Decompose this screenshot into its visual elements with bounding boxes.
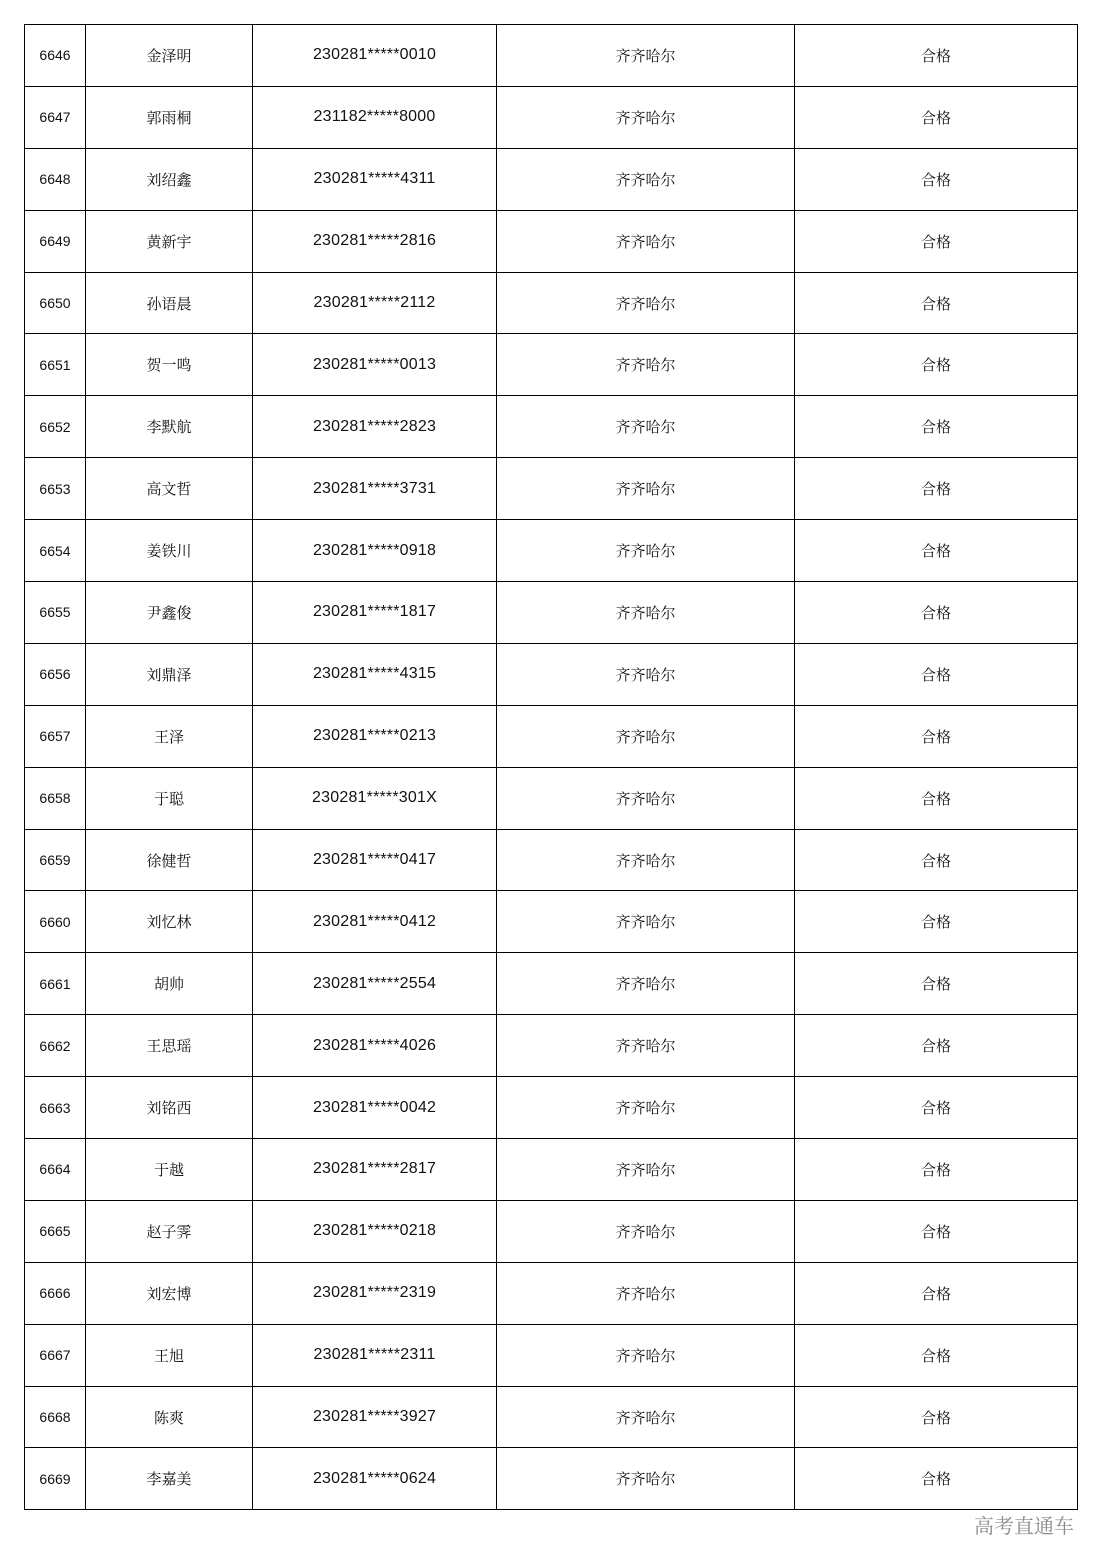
table-row: [25, 334, 1078, 396]
city: 齐齐哈尔: [497, 1015, 795, 1077]
candidate-name: 金泽明: [86, 25, 253, 87]
city: 齐齐哈尔: [497, 953, 795, 1015]
city: 齐齐哈尔: [497, 829, 795, 891]
candidate-name: 刘宏博: [86, 1262, 253, 1324]
result-status: 合格: [795, 334, 1078, 396]
city: 齐齐哈尔: [497, 705, 795, 767]
table-row: [25, 458, 1078, 520]
result-status: 合格: [795, 582, 1078, 644]
table-row: [25, 953, 1078, 1015]
table-row: [25, 1139, 1078, 1201]
candidate-name: 尹鑫俊: [86, 582, 253, 644]
id-number: 230281*****0013: [253, 334, 497, 396]
id-number: 230281*****0417: [253, 829, 497, 891]
result-status: 合格: [795, 643, 1078, 705]
row-number: 6655: [25, 582, 86, 644]
row-number: 6654: [25, 520, 86, 582]
table-row: [25, 1200, 1078, 1262]
table-row: [25, 1015, 1078, 1077]
row-number: 6659: [25, 829, 86, 891]
result-status: 合格: [795, 86, 1078, 148]
row-number: 6663: [25, 1077, 86, 1139]
watermark: 高考直通车: [974, 1514, 1074, 1538]
row-number: 6661: [25, 953, 86, 1015]
id-number: 230281*****2816: [253, 210, 497, 272]
row-number: 6666: [25, 1262, 86, 1324]
result-status: 合格: [795, 1324, 1078, 1386]
result-status: 合格: [795, 1077, 1078, 1139]
table-row: [25, 829, 1078, 891]
row-number: 6658: [25, 767, 86, 829]
result-status: 合格: [795, 210, 1078, 272]
result-status: 合格: [795, 396, 1078, 458]
id-number: 230281*****2554: [253, 953, 497, 1015]
candidate-name: 刘绍鑫: [86, 148, 253, 210]
candidate-name: 赵子霁: [86, 1200, 253, 1262]
table-row: [25, 148, 1078, 210]
row-number: 6646: [25, 25, 86, 87]
candidate-name: 于越: [86, 1139, 253, 1201]
id-number: 230281*****2112: [253, 272, 497, 334]
city: 齐齐哈尔: [497, 272, 795, 334]
table-row: [25, 1324, 1078, 1386]
table-row: [25, 891, 1078, 953]
city: 齐齐哈尔: [497, 1448, 795, 1510]
id-number: 230281*****2311: [253, 1324, 497, 1386]
candidate-name: 于聪: [86, 767, 253, 829]
id-number: 230281*****4026: [253, 1015, 497, 1077]
city: 齐齐哈尔: [497, 334, 795, 396]
row-number: 6656: [25, 643, 86, 705]
row-number: 6653: [25, 458, 86, 520]
candidate-name: 刘忆林: [86, 891, 253, 953]
row-number: 6665: [25, 1200, 86, 1262]
id-number: 230281*****301X: [253, 767, 497, 829]
result-status: 合格: [795, 1015, 1078, 1077]
result-status: 合格: [795, 25, 1078, 87]
row-number: 6669: [25, 1448, 86, 1510]
row-number: 6648: [25, 148, 86, 210]
city: 齐齐哈尔: [497, 396, 795, 458]
table-row: [25, 582, 1078, 644]
result-status: 合格: [795, 1200, 1078, 1262]
table-row: [25, 1262, 1078, 1324]
table-row: [25, 767, 1078, 829]
row-number: 6647: [25, 86, 86, 148]
results-table: [24, 24, 1078, 1510]
id-number: 230281*****2823: [253, 396, 497, 458]
result-status: 合格: [795, 148, 1078, 210]
row-number: 6662: [25, 1015, 86, 1077]
id-number: 230281*****2817: [253, 1139, 497, 1201]
result-status: 合格: [795, 1386, 1078, 1448]
candidate-name: 贺一鸣: [86, 334, 253, 396]
id-number: 230281*****0218: [253, 1200, 497, 1262]
candidate-name: 高文哲: [86, 458, 253, 520]
result-status: 合格: [795, 891, 1078, 953]
row-number: 6668: [25, 1386, 86, 1448]
table-row: [25, 396, 1078, 458]
city: 齐齐哈尔: [497, 1139, 795, 1201]
candidate-name: 陈爽: [86, 1386, 253, 1448]
city: 齐齐哈尔: [497, 643, 795, 705]
city: 齐齐哈尔: [497, 210, 795, 272]
table-row: [25, 1077, 1078, 1139]
result-status: 合格: [795, 705, 1078, 767]
id-number: 230281*****0624: [253, 1448, 497, 1510]
row-number: 6664: [25, 1139, 86, 1201]
id-number: 230281*****3731: [253, 458, 497, 520]
result-status: 合格: [795, 1262, 1078, 1324]
id-number: 230281*****0213: [253, 705, 497, 767]
city: 齐齐哈尔: [497, 148, 795, 210]
result-status: 合格: [795, 1448, 1078, 1510]
candidate-name: 孙语晨: [86, 272, 253, 334]
table-row: [25, 520, 1078, 582]
id-number: 230281*****0918: [253, 520, 497, 582]
result-status: 合格: [795, 272, 1078, 334]
table-row: [25, 643, 1078, 705]
city: 齐齐哈尔: [497, 767, 795, 829]
table-row: [25, 210, 1078, 272]
candidate-name: 姜铁川: [86, 520, 253, 582]
table-row: [25, 86, 1078, 148]
table-row: [25, 1386, 1078, 1448]
result-status: 合格: [795, 520, 1078, 582]
id-number: 230281*****1817: [253, 582, 497, 644]
row-number: 6651: [25, 334, 86, 396]
result-status: 合格: [795, 829, 1078, 891]
result-status: 合格: [795, 767, 1078, 829]
table-row: [25, 705, 1078, 767]
city: 齐齐哈尔: [497, 25, 795, 87]
city: 齐齐哈尔: [497, 582, 795, 644]
id-number: 230281*****2319: [253, 1262, 497, 1324]
candidate-name: 王思瑶: [86, 1015, 253, 1077]
row-number: 6650: [25, 272, 86, 334]
candidate-name: 郭雨桐: [86, 86, 253, 148]
city: 齐齐哈尔: [497, 520, 795, 582]
table-row: [25, 25, 1078, 87]
city: 齐齐哈尔: [497, 1200, 795, 1262]
table-row: [25, 272, 1078, 334]
row-number: 6649: [25, 210, 86, 272]
result-status: 合格: [795, 953, 1078, 1015]
id-number: 230281*****4315: [253, 643, 497, 705]
candidate-name: 黄新宇: [86, 210, 253, 272]
candidate-name: 李默航: [86, 396, 253, 458]
city: 齐齐哈尔: [497, 1077, 795, 1139]
id-number: 230281*****0010: [253, 25, 497, 87]
candidate-name: 李嘉美: [86, 1448, 253, 1510]
id-number: 230281*****0412: [253, 891, 497, 953]
id-number: 231182*****8000: [253, 86, 497, 148]
city: 齐齐哈尔: [497, 1262, 795, 1324]
candidate-name: 刘铭西: [86, 1077, 253, 1139]
row-number: 6660: [25, 891, 86, 953]
city: 齐齐哈尔: [497, 458, 795, 520]
result-status: 合格: [795, 458, 1078, 520]
city: 齐齐哈尔: [497, 1386, 795, 1448]
result-status: 合格: [795, 1139, 1078, 1201]
candidate-name: 刘鼎泽: [86, 643, 253, 705]
city: 齐齐哈尔: [497, 1324, 795, 1386]
table-row: [25, 1448, 1078, 1510]
results-table-body: [25, 25, 1078, 1510]
city: 齐齐哈尔: [497, 86, 795, 148]
candidate-name: 王旭: [86, 1324, 253, 1386]
row-number: 6657: [25, 705, 86, 767]
candidate-name: 徐健哲: [86, 829, 253, 891]
id-number: 230281*****3927: [253, 1386, 497, 1448]
candidate-name: 胡帅: [86, 953, 253, 1015]
row-number: 6667: [25, 1324, 86, 1386]
id-number: 230281*****0042: [253, 1077, 497, 1139]
candidate-name: 王泽: [86, 705, 253, 767]
city: 齐齐哈尔: [497, 891, 795, 953]
id-number: 230281*****4311: [253, 148, 497, 210]
row-number: 6652: [25, 396, 86, 458]
